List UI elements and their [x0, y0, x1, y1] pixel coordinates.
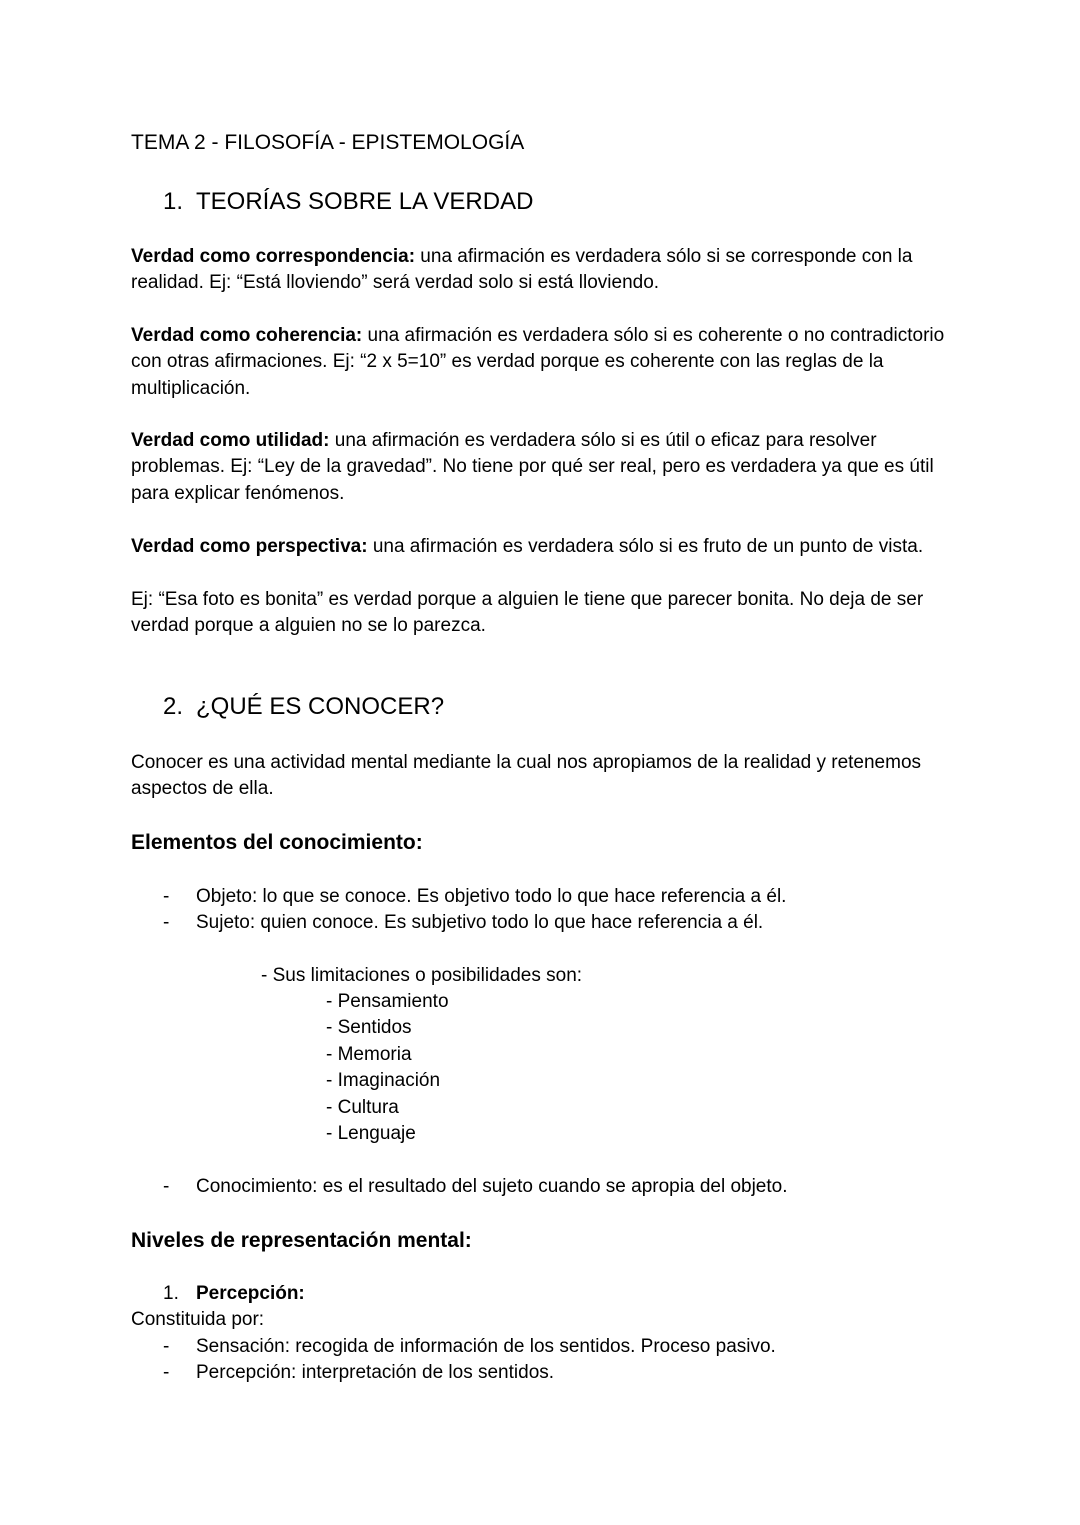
term-utilidad: Verdad como utilidad: [131, 430, 330, 451]
bullet-dash: - [163, 912, 170, 933]
limitation-item: - Imaginación [326, 1070, 441, 1091]
section-2-title: ¿QUÉ ES CONOCER? [196, 693, 445, 720]
constituida-label: Constituida por: [131, 1309, 265, 1330]
bullet-dash: - [163, 886, 170, 907]
term-coherencia: Verdad como coherencia: [131, 325, 363, 346]
bullet-dash: - [163, 1336, 170, 1357]
paragraph-correspondencia [131, 244, 951, 297]
level-1-number: 1. [163, 1283, 179, 1304]
text-perspectiva: una afirmación es verdadera sólo si es fruto de un punto de vista. [367, 536, 924, 557]
list-item-text: Percepción: interpretación de los sentidos. [196, 1362, 555, 1383]
list-item-text: Sujeto: quien conoce. Es subjetivo todo lo que hace referencia a él. [196, 912, 764, 933]
limitation-item: - Pensamiento [326, 991, 449, 1012]
elements-heading: Elementos del conocimiento: [131, 831, 423, 854]
paragraph-coherencia [131, 323, 951, 402]
limitations-label: - Sus limitaciones o posibilidades son: [261, 965, 583, 986]
limitation-item: - Cultura [326, 1097, 399, 1118]
levels-heading: Niveles de representación mental: [131, 1229, 472, 1252]
limitation-item: - Sentidos [326, 1017, 412, 1038]
list-item-text: Sensación: recogida de información de los sentidos. Proceso pasivo. [196, 1336, 776, 1357]
paragraph-perspectiva-example: Ej: “Esa foto es bonita” es verdad porque a alguien le tiene que parecer bonita. No deja de ser verdad porque a alguien no se lo parezca. [131, 589, 924, 637]
level-1-heading [163, 1281, 305, 1307]
section-2-number: 2. [163, 693, 184, 720]
list-item-text: Objeto: lo que se conoce. Es objetivo todo lo que hace referencia a él. [196, 886, 787, 907]
section-1-title: TEORÍAS SOBRE LA VERDAD [196, 188, 534, 215]
text-coherencia: una afirmación es verdadera sólo si es coherente o no contradictorio con otras afirmaciones. Ej: “2 x 5=10” es verdad porque es coherente con las reglas de la multiplicación. [131, 325, 945, 399]
text-correspondencia: una afirmación es verdadera sólo si se corresponde con la realidad. Ej: “Está lloviendo” será verdad solo si está lloviendo. [131, 246, 913, 294]
section-1-number: 1. [163, 188, 184, 215]
term-correspondencia: Verdad como correspondencia: [131, 246, 416, 267]
list-item-text: Conocimiento: es el resultado del sujeto cuando se apropia del objeto. [196, 1176, 788, 1197]
text-utilidad: una afirmación es verdadera sólo si es útil o eficaz para resolver problemas. Ej: “Ley de la gravedad”. No tiene por qué ser real, pero es verdadera ya que es útil para explicar fenómenos. [131, 430, 934, 504]
term-perspectiva: Verdad como perspectiva: [131, 536, 368, 557]
paragraph-utilidad [131, 428, 951, 507]
document-title: TEMA 2 - FILOSOFÍA - EPISTEMOLOGÍA [131, 131, 525, 154]
section-2-heading [163, 692, 444, 722]
paragraph-conocer-intro: Conocer es una actividad mental mediante la cual nos apropiamos de la realidad y retenemos aspectos de ella. [131, 752, 922, 800]
bullet-dash: - [163, 1362, 170, 1383]
section-1-heading [163, 187, 533, 217]
paragraph-perspectiva [131, 534, 951, 560]
level-1-label: Percepción: [196, 1283, 305, 1304]
limitation-item: - Lenguaje [326, 1123, 416, 1144]
limitation-item: - Memoria [326, 1044, 412, 1065]
bullet-dash: - [163, 1176, 170, 1197]
